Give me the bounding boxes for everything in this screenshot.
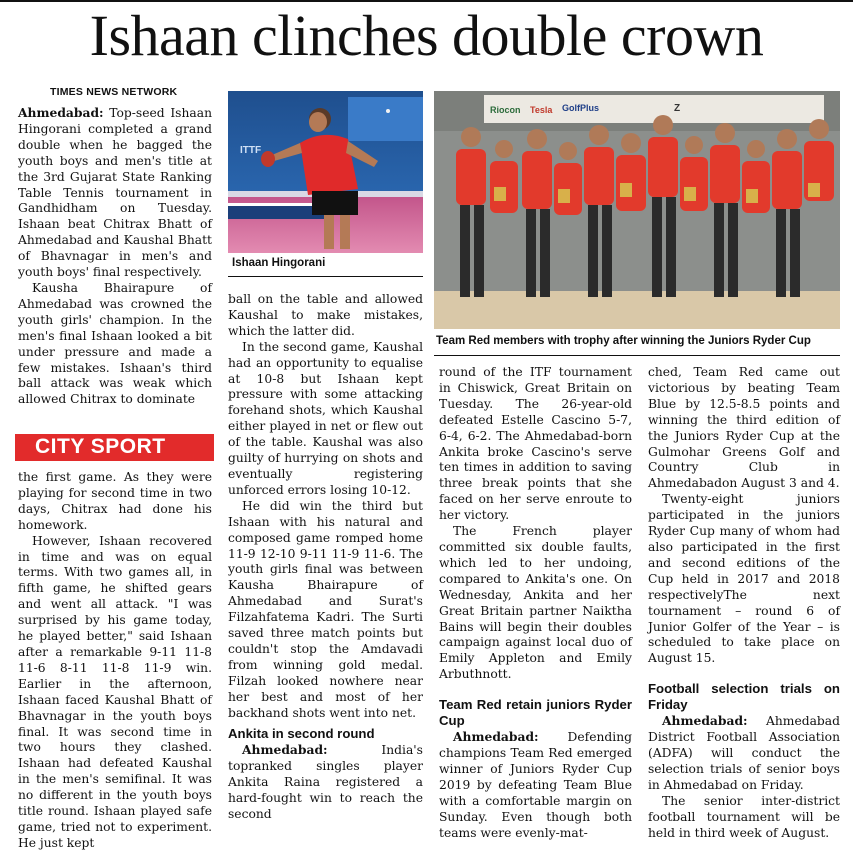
section-badge: CITY SPORT <box>15 434 214 461</box>
svg-text:ITTF: ITTF <box>240 145 262 156</box>
column-1-top <box>18 105 212 408</box>
photo-ishaan <box>228 91 423 253</box>
paragraph: Kausha Bhairapure of Ahmedabad was crowned the youth girls' champion. In the men's final Ishaan looked a bit under pressure and made a few mistakes. Ishaan's third ball attack was weak which allowed Chitrax to dominate <box>18 280 212 407</box>
subheading: Ankita in second round <box>228 726 375 742</box>
caption-rule <box>228 276 423 277</box>
paragraph: ball on the table and allowed Kaushal to make mistakes, which the latter did. <box>228 292 423 338</box>
banner-text: Z <box>674 103 681 114</box>
paragraph: India's topranked singles player Ankita Raina registered a hard-fought win to reach the second <box>228 743 423 822</box>
column-2 <box>228 292 423 823</box>
paragraph: Top-seed Ishaan Hingorani completed a grand double when he bagged the youth boys and men's title at the 3rd Gujarat State Ranking Table Tennis tournament in Gandhidham on Tuesday. Ishaan beat Chitrax Bhatt of Ahmedabad and Kaushal Bhatt of Bhavnagar in men's and youth boys' final respectively. <box>18 106 212 280</box>
paragraph: Defending champions Team Red emerged winner of Juniors Ryder Cup 2019 by defeating Team Blue with a comfortable margin on Sunday. Even though both teams were evenly-mat- <box>439 730 632 840</box>
paragraph: ched, Team Red came out victorious by beating Team Blue by 12.5-8.5 points and winning the third edition of the Juniors Ryder Cup at the Gulmohar Greens Golf and Country Club in Ahmedabadon August 3 and 4. <box>648 365 840 491</box>
photo-caption: Ishaan Hingorani <box>232 257 326 269</box>
caption-rule <box>434 355 840 356</box>
paragraph: The senior inter-district football tournament will be held in third week of August. <box>648 793 840 840</box>
photo-team-red <box>434 91 840 329</box>
banner-text: GolfPlus <box>562 103 600 113</box>
paragraph: In the second game, Kaushal had an opportunity to equalise at 10-8 but Ishaan kept pressure with some attacking forehand shots, which Kaushal either played in net or flew out of the table. Kaushal was also guilty of hurrying on shots and eventually registering unforced errors losing 10-12. <box>228 339 423 497</box>
banner-text: Riocon <box>490 105 521 115</box>
subheading: Team Red retain juniors Ryder Cup <box>439 697 632 729</box>
dateline: Ahmedabad: <box>662 713 748 729</box>
column-3 <box>439 365 632 841</box>
paragraph: He did win the third but Ishaan with his natural and composed game romped home 11-9 12-10 9-11 11-9 11-6. The youth girls final was between Kausha Bhairapure of Ahmedabad and Surat's Filzahfatema Kadri. The Surti saved three match points but couldn't stop the Amdavadi from winning gold medal. Filzah looked nowhere near her best and most of her backhand shots went into net. <box>228 498 423 720</box>
dateline: Ahmedabad: <box>242 742 328 758</box>
headline: Ishaan clinches double crown <box>89 3 764 68</box>
table-tennis-player-image <box>228 91 423 253</box>
banner-text: Tesla <box>530 105 553 115</box>
paragraph: the first game. As they were playing for second time in two days, Chitrax had done his homework. <box>18 470 212 532</box>
column-1-bottom <box>18 470 212 852</box>
column-4 <box>648 365 840 841</box>
paragraph: Twenty-eight juniors participated in the juniors Ryder Cup many of whom had also participated in the first and second editions of the Cup held in 2017 and 2018 respectivelyThe next tournament – round 6 of Junior Golfer of the Year – is scheduled to take place on August 15. <box>648 492 840 666</box>
dateline: Ahmedabad: <box>18 105 104 120</box>
paragraph: round of the ITF tournament in Chiswick, Great Britain on Tuesday. The 26-year-old defeated Estelle Cascino 5-7, 6-4, 6-2. The Ahmedabad-born Ankita broke Cascino's serve ten times in addition to saving three break points that she faced on her serve enroute to her victory. <box>439 365 632 523</box>
subheading: Football selection trials on Friday <box>648 681 840 713</box>
paragraph: Ahmedabad District Football Association (ADFA) will conduct the selection trials of senior boys in Ahmedabad on Friday. <box>648 714 840 792</box>
paragraph: The French player committed six double faults, which led to her undoing, compared to Ankita's one. On Wednesday, Ankita and her Great Britain partner Naiktha Bains will begin their doubles campaign against local duo of Emily Appleton and Emily Arbuthnott. <box>439 524 632 682</box>
team-red-group-image <box>434 91 840 329</box>
photo-caption: Team Red members with trophy after winning the Juniors Ryder Cup <box>436 335 811 347</box>
byline: TIMES NEWS NETWORK <box>50 86 178 98</box>
dateline: Ahmedabad: <box>453 729 539 745</box>
paragraph: However, Ishaan recovered in time and was on equal terms. With two games all, in fifth game, he shifted gears and went all attack. "I was surprised by his game today, he played better," said Ishaan after a remarkable 9-11 11-8 11-6 8-11 11-8 11-9 win. Earlier in the afternoon, Ishaan faced Kaushal Bhatt of Bhavnagar in the youth boys final. It was second time in two hours they clashed. Ishaan had defeated Kaushal in the men's semifinal. It was no different in the youth boys title round. Ishaan played safe game, tried not to experiment. He just kept <box>18 533 212 850</box>
